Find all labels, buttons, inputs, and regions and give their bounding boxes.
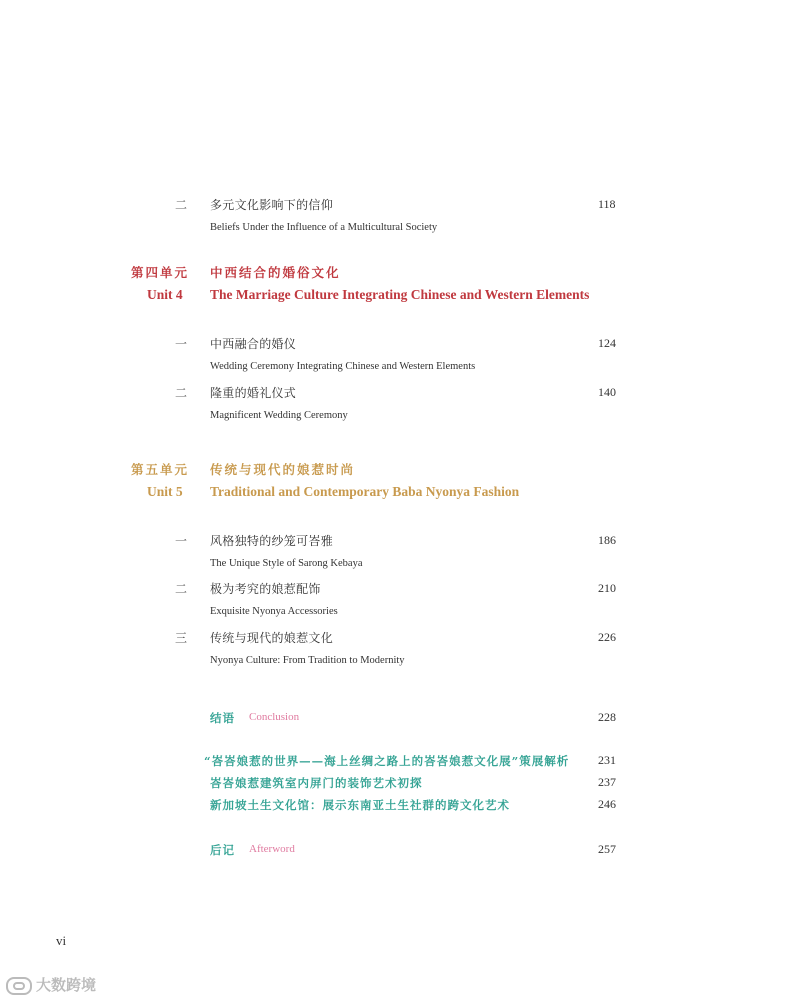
toc-index: 一 [175,534,188,548]
toc-title-cn[interactable]: 多元文化影响下的信仰 [210,198,334,212]
unit5-title-cn[interactable]: 传统与现代的娘惹时尚 [210,462,356,477]
toc-index: 一 [175,337,188,351]
article-page: 231 [598,753,616,767]
unit4-label-cn: 第四单元 [131,265,190,280]
toc-title-cn[interactable]: 传统与现代的娘惹文化 [210,631,334,645]
article-title[interactable]: 新加坡土生文化馆：展示东南亚土生社群的跨文化艺术 [210,798,510,812]
toc-page: 226 [598,630,616,644]
watermark [6,974,96,995]
article-page: 246 [598,797,616,811]
conclusion-label-cn[interactable]: 结语 [210,711,235,725]
toc-index: 二 [175,198,188,212]
article-title[interactable]: “峇峇娘惹的世界——海上丝绸之路上的峇峇娘惹文化展”策展解析 [204,754,570,768]
toc-title-cn[interactable]: 风格独特的纱笼可峇雅 [210,534,334,548]
toc-index: 三 [175,631,188,645]
watermark-text: 大数跨境 [36,976,97,994]
afterword-page: 257 [598,842,616,856]
toc-page: 210 [598,581,616,595]
toc-title-cn[interactable]: 中西融合的婚仪 [210,337,297,351]
toc-title-cn[interactable]: 隆重的婚礼仪式 [210,386,297,400]
unit5-label-en: Unit 5 [147,484,183,499]
afterword-label-cn[interactable]: 后记 [210,843,235,857]
unit4-label-en: Unit 4 [147,287,183,302]
toc-title-en[interactable]: Beliefs Under the Influence of a Multicultural Society [210,222,438,233]
watermark-logo-icon [6,977,32,995]
toc-title-en[interactable]: Magnificent Wedding Ceremony [210,410,348,421]
toc-title-en[interactable]: The Unique Style of Sarong Kebaya [210,558,363,569]
article-title[interactable]: 峇峇娘惹建筑室内屏门的装饰艺术初探 [210,776,423,790]
unit5-title-en[interactable]: Traditional and Contemporary Baba Nyonya Fashion [210,484,520,499]
toc-title-en[interactable]: Nyonya Culture: From Tradition to Modernity [210,655,405,666]
toc-title-en[interactable]: Exquisite Nyonya Accessories [210,606,338,617]
toc-title-cn[interactable]: 极为考究的娘惹配饰 [210,582,321,596]
toc-page: 140 [598,385,616,399]
unit4-title-en[interactable]: The Marriage Culture Integrating Chinese and Western Elements [210,287,590,302]
conclusion-label-en[interactable]: Conclusion [249,711,300,723]
unit5-label-cn: 第五单元 [131,462,190,477]
unit4-title-cn[interactable]: 中西结合的婚俗文化 [210,265,341,280]
page-number: vi [56,933,67,948]
toc-page: 118 [598,197,616,211]
toc-page: 124 [598,336,616,350]
article-page: 237 [598,775,616,789]
toc-page: 186 [598,533,616,547]
toc-index: 二 [175,386,188,400]
afterword-label-en[interactable]: Afterword [249,843,295,855]
toc-index: 二 [175,582,188,596]
conclusion-page: 228 [598,710,616,724]
toc-title-en[interactable]: Wedding Ceremony Integrating Chinese and Western Elements [210,361,476,372]
